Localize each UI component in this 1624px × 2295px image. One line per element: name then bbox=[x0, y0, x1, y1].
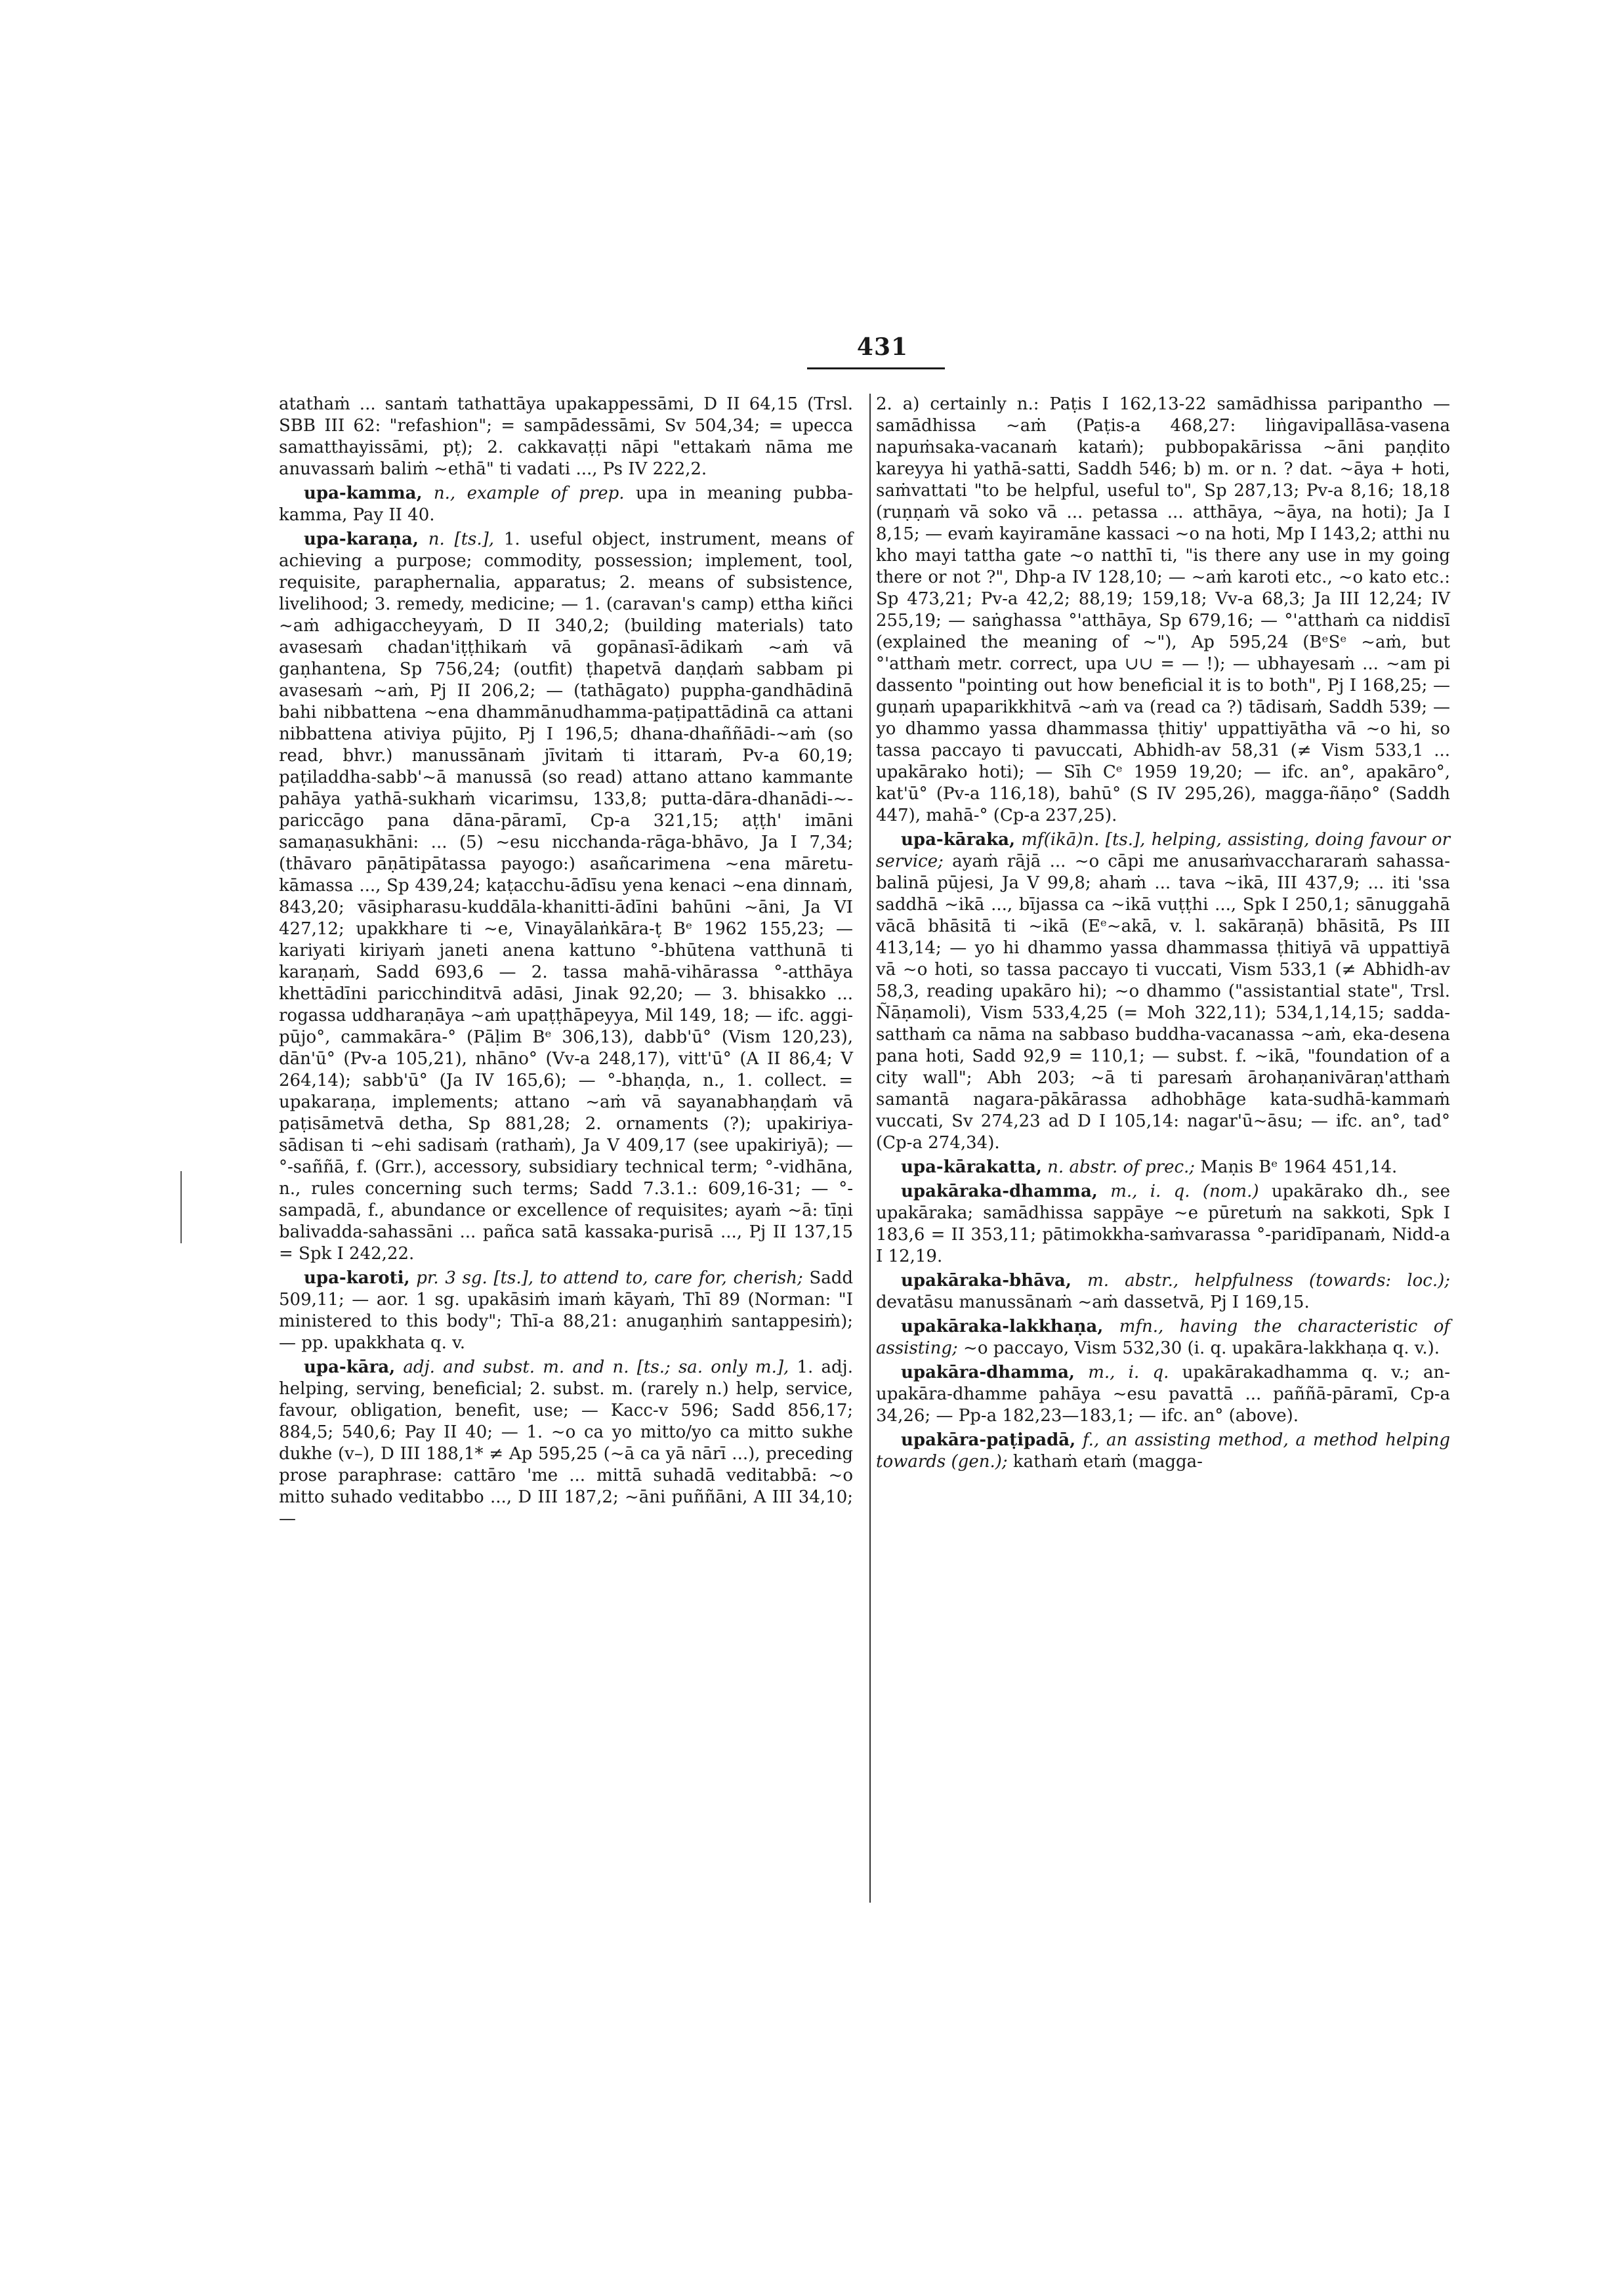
entry-headword: upa-kāraka, bbox=[901, 830, 1016, 850]
entry-headword: upakāra-paṭipadā, bbox=[901, 1430, 1076, 1450]
entry-grammar: adj. and subst. m. and n. [ts.; sa. only m.], bbox=[403, 1357, 789, 1377]
entry-text: upakārako dh., see upakāraka; samādhissa sappāye ~e pūretuṁ na sakkoti, Spk I 183,6 = II 353,11; pātimokkha-saṁvarassa °-paridīpanaṁ, Nidd-a I 12,19. bbox=[876, 1182, 1451, 1266]
entry-grammar: pr. 3 sg. [ts.], to attend to, care for, cherish; bbox=[416, 1268, 803, 1288]
dictionary-entry bbox=[279, 1357, 853, 1530]
entry-headword: upakāraka-dhamma, bbox=[901, 1182, 1098, 1201]
entry-text: kathaṁ etaṁ (magga- bbox=[1012, 1452, 1203, 1472]
entry-text: ~o paccayo, Vism 532,30 (i. q. upakāra-lakkhaṇa q. v.). bbox=[963, 1338, 1440, 1358]
entry-text: Sadd 509,11; — aor. 1 sg. upakāsiṁ imaṁ kāyaṁ, Thī 89 (Norman: "I ministered to this body"; Thī-a 88,21: anugaṇhiṁ santappesiṁ); — pp. upakkhata q. v. bbox=[279, 1268, 853, 1353]
dictionary-entry bbox=[876, 394, 1450, 827]
dictionary-entry bbox=[279, 1268, 853, 1354]
entry-text: 1. useful object, instrument, means of achieving a purpose; commodity, possession; implement, tool, requisite, paraphernalia, apparatus; 2. means of subsistence, livelihood; 3. remedy, medicine; — 1. (caravan's camp) ettha kiñci ~aṁ adhigaccheyyaṁ, D II 340,2; (building materials) tato avasesaṁ chadan'iṭṭhikaṁ vā gopānasī-ādikaṁ ~aṁ vā gaṇhantena, Sp 756,24; (outfit) ṭhapetvā daṇḍaṁ sabbam pi avasesaṁ ~aṁ, Pj II 206,2; — (tathāgato) puppha-gandhādinā bahi nibbattena ~ena dhammānudhamma-paṭipattādinā ca attani nibbattena ativiya pūjito, Pj I 196,5; dhana-dhaññādi-~aṁ (so read, bhvr.) manussānaṁ jīvitaṁ ti ittaraṁ, Pv-a 60,19; paṭiladdha-sabb'~ā manussā (so read) attano attano kammante pahāya yathā-sukhaṁ vicarimsu, 133,8; putta-dāra-dhanādi-~-pariccāgo pana dāna-pāramī, Cp-a 321,15; aṭṭh' imāni samaṇasukhāni: ... (5) ~esu nicchanda-rāga-bhāvo, Ja I 7,34; (thāvaro pāṇātipātassa payogo:) asañcarimena ~ena māretu-kāmassa ..., Sp 439,24; kaṭacchu-ādīsu yena kenaci ~ena dinnaṁ, 843,20; vāsipharasu-kuddāla-khanitti-ādīni bahūni ~āni, Ja VI 427,12; upakkhare ti ~e, Vinayālaṅkāra-ṭ Bᵉ 1962 155,23; — kariyati kiriyaṁ janeti anena kattuno °-bhūtena vatthunā ti karaṇaṁ, Sadd 693,6 — 2. tassa mahā-vihārassa °-atthāya khettādīni paricchinditvā adāsi, Jinak 92,20; — 3. bhisakko ... rogassa uddharaṇāya ~aṁ upaṭṭhāpeyya, Mil 149, 18; — ifc. aggi-pūjo°, cammakāra-° (Pāḷim Bᵉ 306,13), dabb'ū° (Vism 120,23), dān'ū° (Pv-a 105,21), nhāno° (Vv-a 248,17), vitt'ū° (A II 86,4; V 264,14); sabb'ū° (Ja IV 165,6); — °-bhaṇḍa, n., 1. collect. = upakaraṇa, implements; attano ~aṁ vā sayanabhaṇḍaṁ vā paṭisāmetvā detha, Sp 881,28; 2. ornaments (?); upakiriya-sādisan ti ~ehi sadisaṁ (rathaṁ), Ja V 409,17 (see upakiriyā); — °-saññā, f. (Grr.), accessory, subsidiary technical term; °-vidhāna, n., rules concerning such terms; Sadd 7.3.1.: 609,16-31; — °-sampadā, f., abundance or excellence of requisites; ayaṁ ~ā: tīṇi balivadda-sahassāni ... pañca satā kassaka-purisā ..., Pj II 137,15 = Spk I 242,22. bbox=[279, 529, 854, 1264]
entry-grammar: mf(ikā)n. [ts.], helping, assisting, doing favour or service; bbox=[876, 830, 1450, 871]
entry-text: upa in meaning pubba-kamma, Pay II 40. bbox=[279, 484, 854, 525]
dictionary-entry bbox=[876, 1430, 1450, 1473]
left-column bbox=[279, 394, 853, 1530]
entry-headword: upakāra-dhamma, bbox=[901, 1363, 1075, 1382]
dictionary-entry bbox=[876, 1362, 1450, 1427]
dictionary-entry bbox=[279, 394, 853, 480]
dictionary-entry bbox=[876, 829, 1450, 1154]
entry-text: ayaṁ rājā ... ~o cāpi me anusaṁvacchararaṁ sahassa-balinā pūjesi, Ja V 99,8; ahaṁ ... tava ~ikā, III 437,9; ... iti 'ssa saddhā ~ikā ..., bījassa ca ~ikā vuṭṭhi ..., Spk I 250,1; sānuggahā vācā bhāsitā ti ~ikā (Eᵉ~akā, v. l. sakāraṇā) bhāsitā, Ps III 413,14; — yo hi dhammo yassa dhammassa ṭhitiyā vā uppattiyā vā ~o hoti, so tassa paccayo ti vuccati, Vism 533,1 (≠ Abhidh-av 58,3, reading upakāro hi); ~o dhammo ("assistantial state", Trsl. Ñāṇamoli), Vism 533,4,25 (= Moh 322,11); 534,1,14,15; sadda-satthaṁ ca nāma na sabbaso buddha-vacanassa ~aṁ, eka-desena pana hoti, Sadd 92,9 = 110,1; — subst. f. ~ikā, "foundation of a city wall"; Abh 203; ~ā ti paresaṁ ārohaṇanivāraṇ'atthaṁ samantā nagara-pākārassa adhobhāge kata-sudhā-kammaṁ vuccati, Sv 274,23 ad D I 105,14: nagar'ū~āsu; — ifc. an°, tad° (Cp-a 274,34). bbox=[876, 852, 1450, 1153]
entry-text: Maṇis Bᵉ 1964 451,14. bbox=[1200, 1157, 1398, 1177]
entry-headword: upa-kāra, bbox=[304, 1357, 396, 1377]
entry-headword: upa-karaṇa, bbox=[304, 529, 419, 549]
entry-grammar: m., i. q. bbox=[1088, 1363, 1169, 1382]
page-number-rule bbox=[807, 367, 945, 369]
entry-grammar: n. [ts.], bbox=[428, 529, 495, 549]
entry-headword: upakāraka-lakkhaṇa, bbox=[901, 1317, 1104, 1336]
entry-headword: upa-kārakatta, bbox=[901, 1157, 1042, 1177]
entry-headword: upakāraka-bhāva, bbox=[901, 1271, 1072, 1291]
dictionary-entry bbox=[876, 1157, 1450, 1178]
entry-grammar: m., i. q. (nom.) bbox=[1110, 1182, 1259, 1201]
dictionary-entry bbox=[876, 1316, 1450, 1359]
entry-text: devatāsu manussānaṁ ~aṁ dassetvā, Pj I 169,15. bbox=[876, 1292, 1310, 1312]
dictionary-entry bbox=[876, 1181, 1450, 1268]
entry-grammar: n. abstr. of prec.; bbox=[1047, 1157, 1196, 1177]
entry-grammar: n., example of prep. bbox=[433, 484, 625, 503]
entry-headword: upa-karoti, bbox=[304, 1268, 410, 1288]
page-number: 431 bbox=[856, 333, 909, 361]
dictionary-entry bbox=[279, 483, 853, 526]
right-column bbox=[876, 394, 1450, 1473]
margin-mark bbox=[180, 1171, 182, 1243]
dictionary-entry bbox=[876, 1270, 1450, 1313]
entry-grammar: m. abstr., helpfulness (towards: loc.); bbox=[1087, 1271, 1451, 1291]
entry-text: atathaṁ ... santaṁ tathattāya upakappessāmi, D II 64,15 (Trsl. SBB III 62: "refashion"; = sampādessāmi, Sv 504,34; = upecca samatthayissāmi, pṭ); 2. cakkavaṭṭi nāpi "ettakaṁ nāma me anuvassaṁ baliṁ ~ethā" ti vadati ..., Ps IV 222,2. bbox=[279, 394, 853, 479]
entry-headword: upa-kamma, bbox=[304, 484, 423, 503]
entry-grammar: mfn., having the characteristic of assisting; bbox=[876, 1317, 1450, 1358]
entry-text: 2. a) certainly n.: Paṭis I 162,13-22 samādhissa paripantho — samādhissa ~aṁ (Paṭis-a 468,27: liṅgavipallāsa-vasena napuṁsaka-vacanaṁ kataṁ); pubbopakārissa ~āni paṇḍito kareyya hi yathā-satti, Saddh 546; b) m. or n. ? dat. ~āya + hoti, saṁvattati "to be helpful, useful to", Sp 287,13; Pv-a 8,16; 18,18 (ruṇṇaṁ vā soko vā ... petassa ... atthāya, ~āya, na hoti); Ja I 8,15; — evaṁ kayiramāne kassaci ~o na hoti, Mp I 143,2; atthi nu kho mayi tattha gate ~o natthī ti, "is there any use in my going there or not ?", Dhp-a IV 128,10; — ~aṁ karoti etc., ~o kato etc.: Sp 473,21; Pv-a 42,2; 88,19; 159,18; Vv-a 68,3; Ja III 12,24; IV 255,19; — saṅghassa °'atthāya, Sp 679,16; — °'atthaṁ ca niddisī (explained the meaning of ~"), Ap 595,24 (BᵉSᵉ ~aṁ, but °'atthaṁ metr. correct, upa ∪∪ = — !); — ubhayesaṁ ... ~am pi dassento "pointing out how beneficial it is to both", Pj I 168,25; — guṇaṁ upaparikkhitvā ~aṁ va (read ca ?) tādisaṁ, Saddh 539; — yo dhammo yassa dhammassa ṭhitiy' uppattiyātha vā ~o hi, so tassa paccayo ti pavuccati, Abhidh-av 58,31 (≠ Vism 533,1 ... upakārako hoti); — Sīh Cᵉ 1959 19,20; — ifc. an°, apakāro°, kat'ū° (Pv-a 116,18), bahū° (S IV 295,26), magga-ñāṇo° (Saddh 447), mahā-° (Cp-a 237,25). bbox=[876, 394, 1450, 825]
entry-text: upakārakadhamma q. v.; an-upakāra-dhamme pahāya ~esu pavattā ... paññā-pāramī, Cp-a 34,26; — Pp-a 182,23—183,1; — ifc. an° (above). bbox=[876, 1363, 1450, 1426]
column-divider bbox=[869, 394, 871, 1903]
entry-grammar: f., an assisting method, a method helping towards (gen.); bbox=[876, 1430, 1450, 1472]
dictionary-entry bbox=[279, 529, 853, 1265]
entry-text: 1. adj. helping, serving, beneficial; 2. subst. m. (rarely n.) help, service, favour, obligation, benefit, use; — Kacc-v 596; Sadd 856,17; 884,5; 540,6; Pay II 40; — 1. ~o ca yo mitto/yo ca mitto sukhe dukhe (v–), D III 188,1* ≠ Ap 595,25 (~ā ca yā nārī ...), preceding prose paraphrase: cattāro 'me ... mittā suhadā veditabbā: ~o mitto suhado veditabbo ..., D III 187,2; ~āni puññāni, A III 34,10; — bbox=[279, 1357, 853, 1529]
